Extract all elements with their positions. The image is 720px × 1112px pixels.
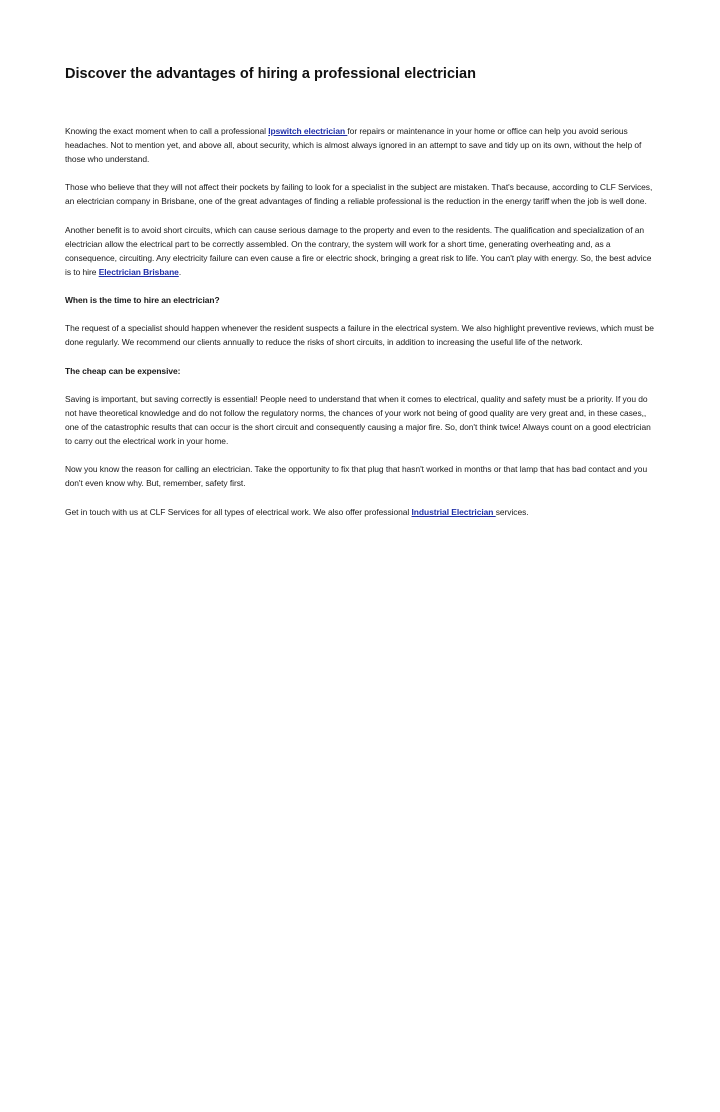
paragraph-energy-tariff: Those who believe that they will not affect their pockets by failing to look for a specialist in the subject are mistaken. That's because, according to CLF Services, an electrician company in Brisbane, one of the great advantages of finding a reliable professional is the reduction in the energy tariff when the job is well done. (65, 182, 653, 207)
paragraph-text: . (178, 266, 182, 277)
paragraph-text: Get in touch with us at CLF Services for all types of electrical work. We also offer professional (65, 506, 412, 517)
paragraph-text: services. (495, 506, 529, 517)
heading-when-to-hire: When is the time to hire an electrician? (65, 295, 220, 306)
paragraph-saving: Saving is important, but saving correctly is essential! People need to understand that when it comes to electrical, quality and safety must be a priority. If you do not have theoretical knowledge and do not follow the regulatory norms, the chances of your work not being of good quality are very great and, in these cases,, one of the catastrophic results that can occur is the short circuit and consequently causing a major fire. So, don't think twice! Always count on a good electrician to carry out the electrical work in your home. (65, 393, 651, 447)
paragraph-specialist-request: The request of a specialist should happen whenever the resident suspects a failure in the electrical system. We also highlight preventive reviews, which must be done regularly. We recommend our clients annually to reduce the risks of short circuits, in addition to increasing the useful life of the network. (65, 323, 654, 348)
page-title: Discover the advantages of hiring a professional electrician (65, 66, 476, 82)
paragraph-intro (65, 124, 657, 166)
paragraph-short-circuits (65, 223, 657, 279)
document-body (65, 124, 657, 533)
ipswitch-electrician-link[interactable]: Ipswitch electrician (268, 126, 348, 136)
heading-cheap-expensive: The cheap can be expensive: (65, 365, 181, 376)
paragraph-contact (65, 505, 657, 519)
paragraph-text: for repairs or maintenance in your home or office can help you avoid serious headaches. Not to mention yet, and above all, about security, which is almost always ignored in an attempt to save and tidy up on its own, without the help of those who understand. (65, 126, 642, 165)
paragraph-text: Another benefit is to avoid short circuits, which can cause serious damage to the property and even to the residents. The qualification and specialization of an electrician allow the electrical part to be correctly assembled. On the contrary, the system will work for a short time, generating overheating and, as a consequence, circuiting. Any electricity failure can even cause a fire or electric shock, bringing a great risk to life. You can't play with energy. So, the best advice is to hire (65, 224, 652, 277)
paragraph-text: Knowing the exact moment when to call a professional (65, 126, 269, 136)
industrial-electrician-link[interactable]: Industrial Electrician (411, 506, 496, 517)
electrician-brisbane-link[interactable]: Electrician Brisbane (98, 266, 179, 277)
paragraph-safety-first: Now you know the reason for calling an electrician. Take the opportunity to fix that plug that hasn't worked in months or that lamp that has bad contact and you don't even know why. But, remember, safety first. (65, 464, 648, 489)
